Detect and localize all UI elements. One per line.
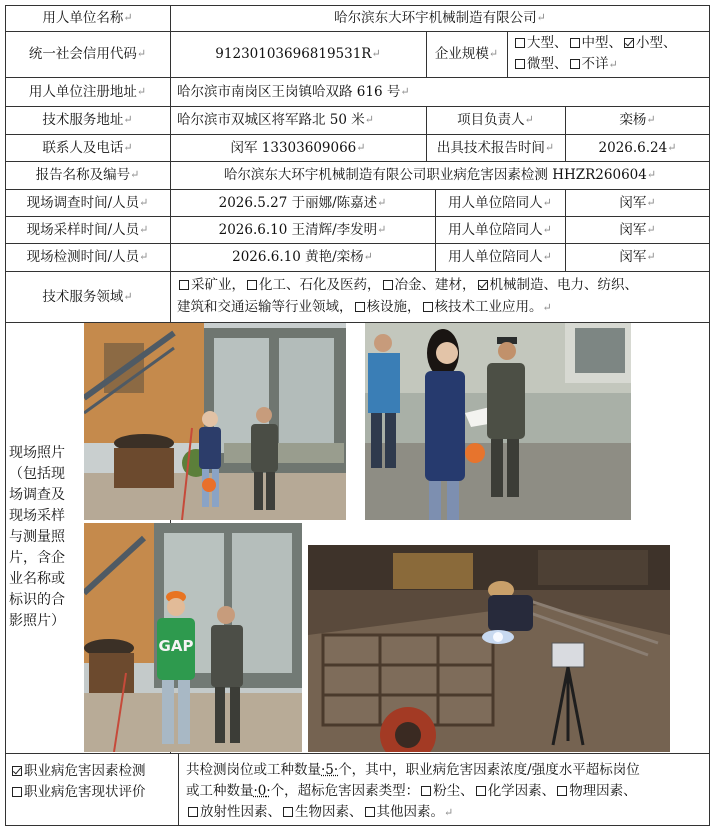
photos-label-line: 标识的合 <box>9 592 65 608</box>
scale-large-checkbox[interactable] <box>515 38 525 48</box>
scale-options-line2: 微型、 不详↵ <box>513 54 618 75</box>
scale-micro-checkbox[interactable] <box>515 59 525 69</box>
contact-label: 联系人及电话 ↵ <box>42 139 133 156</box>
sampling-escort-value: 闵军 ↵ <box>619 221 656 238</box>
photo-welding-measurement <box>308 545 670 752</box>
result-type-options <box>5 753 178 825</box>
domain-chemical-checkbox[interactable] <box>247 280 257 290</box>
scale-small-checkbox[interactable] <box>624 38 634 48</box>
sampling-escort-label: 用人单位陪同人 ↵ <box>448 221 552 238</box>
type-dust-checkbox[interactable] <box>421 786 431 796</box>
result-summary-line2: 或工种数量·0·个，超标危害因素类型： 粉尘、 化学因素、 物理因素、 <box>186 783 637 799</box>
enterprise-scale-options <box>507 31 710 77</box>
photos-label-line: 与测量照 <box>9 529 65 545</box>
photo-welding-measurement-image <box>308 545 670 752</box>
credit-code-label: 统一社会信用代码 ↵ <box>28 46 147 62</box>
status-evaluation-checkbox[interactable] <box>12 787 22 797</box>
photos-label-line: 场调查及 <box>9 487 65 503</box>
result-type-line2: 职业病危害现状评价 <box>10 782 146 803</box>
type-radiation-checkbox[interactable] <box>188 807 198 817</box>
photo-group-gap <box>84 523 302 752</box>
result-type-line1: 职业病危害因素检测 <box>10 761 146 782</box>
report-time-value: 2026.6.24 ↵ <box>598 139 677 156</box>
result-summary-line1: 共检测岗位或工种数量·5·个，其中，职业病危害因素浓度/强度水平超标岗位 <box>186 762 640 778</box>
report-form <box>5 5 710 831</box>
gap-shirt-text: GAP <box>158 637 194 655</box>
service-domain-options <box>170 271 710 322</box>
registered-address-label: 用人单位注册地址 ↵ <box>28 83 147 100</box>
survey-escort-label: 用人单位陪同人 ↵ <box>448 194 552 211</box>
domain-mining-checkbox[interactable] <box>179 280 189 290</box>
photos-label-line: 现场采样 <box>9 508 65 524</box>
domain-machinery-checkbox[interactable] <box>478 280 488 290</box>
service-address-value: 哈尔滨市双城区将军路北 50 米 ↵ <box>177 112 374 128</box>
testing-escort-label: 用人单位陪同人 ↵ <box>448 249 552 265</box>
tested-post-count: 5 <box>325 762 334 778</box>
survey-escort-value: 闵军 ↵ <box>619 194 656 211</box>
photo-interview-image <box>365 323 631 520</box>
credit-code-value: 91230103696819531R ↵ <box>215 46 381 62</box>
domain-metallurgy-checkbox[interactable] <box>383 280 393 290</box>
domain-nuclear-facility-checkbox[interactable] <box>355 302 365 312</box>
photo-site-survey-image <box>84 323 346 520</box>
report-name-label: 报告名称及编号 ↵ <box>35 167 140 183</box>
employer-name-value: 哈尔滨东大环宇机械制造有限公司 ↵ <box>334 10 546 26</box>
service-domain-label: 技术服务领域 ↵ <box>42 288 133 305</box>
photo-site-survey <box>84 323 346 520</box>
sampling-time-value: 2026.6.10 王清辉/李发明 ↵ <box>218 221 387 238</box>
type-physical-checkbox[interactable] <box>557 786 567 796</box>
hazard-testing-checkbox[interactable] <box>12 766 22 776</box>
testing-time-label: 现场检测时间/人员 ↵ <box>26 249 149 265</box>
report-time-label: 出具技术报告时间 ↵ <box>436 139 555 156</box>
scale-medium-checkbox[interactable] <box>570 38 580 48</box>
report-name-value: 哈尔滨东大环宇机械制造有限公司职业病危害因素检测 HHZR260604 ↵ <box>223 167 657 183</box>
photos-label-line: 业名称或 <box>9 571 65 587</box>
registered-address-value: 哈尔滨市南岗区王岗镇哈双路 616 号 ↵ <box>177 83 410 100</box>
result-summary <box>178 753 710 825</box>
service-domain-line2: 建筑和交通运输等行业领域， 核设施， 核技术工业应用。↵ <box>177 299 552 315</box>
survey-time-value: 2026.5.27 于丽娜/陈嘉述 ↵ <box>218 194 387 211</box>
exceeded-post-count: 0 <box>257 783 267 799</box>
contact-value: 闵军 13303609066 ↵ <box>230 139 366 156</box>
photos-label-line: 片，含企 <box>9 550 65 566</box>
project-manager-label: 项目负责人 ↵ <box>457 112 534 128</box>
type-chemical-checkbox[interactable] <box>476 786 486 796</box>
type-other-checkbox[interactable] <box>365 807 375 817</box>
type-biological-checkbox[interactable] <box>283 807 293 817</box>
scale-options-line1: 大型、 中型、 小型、 <box>513 33 677 54</box>
photo-interview <box>365 323 631 520</box>
testing-time-value: 2026.6.10 黄艳/栾杨 ↵ <box>232 249 373 265</box>
sampling-time-label: 现场采样时间/人员 ↵ <box>26 221 149 238</box>
photos-label-line: （包括现 <box>9 466 65 482</box>
enterprise-scale-label: 企业规模 ↵ <box>434 46 499 62</box>
photos-label-line: 现场照片 <box>9 445 65 461</box>
employer-name-label: 用人单位名称 ↵ <box>42 10 133 26</box>
survey-time-label: 现场调查时间/人员 ↵ <box>26 194 149 211</box>
scale-unknown-checkbox[interactable] <box>570 59 580 69</box>
photos-label-line: 影照片） <box>9 613 65 629</box>
result-summary-line3: 放射性因素、 生物因素、 其他因素。↵ <box>186 802 453 823</box>
photo-group-gap-image <box>84 523 302 752</box>
project-manager-value: 栾杨 ↵ <box>619 112 656 128</box>
service-domain-line1: 采矿业， 化工、石化及医药， 冶金、建材， 机械制造、电力、纺织、 <box>177 274 638 296</box>
testing-escort-value: 闵军 ↵ <box>619 249 656 265</box>
domain-nuclear-tech-checkbox[interactable] <box>423 302 433 312</box>
service-address-label: 技术服务地址 ↵ <box>42 112 133 128</box>
